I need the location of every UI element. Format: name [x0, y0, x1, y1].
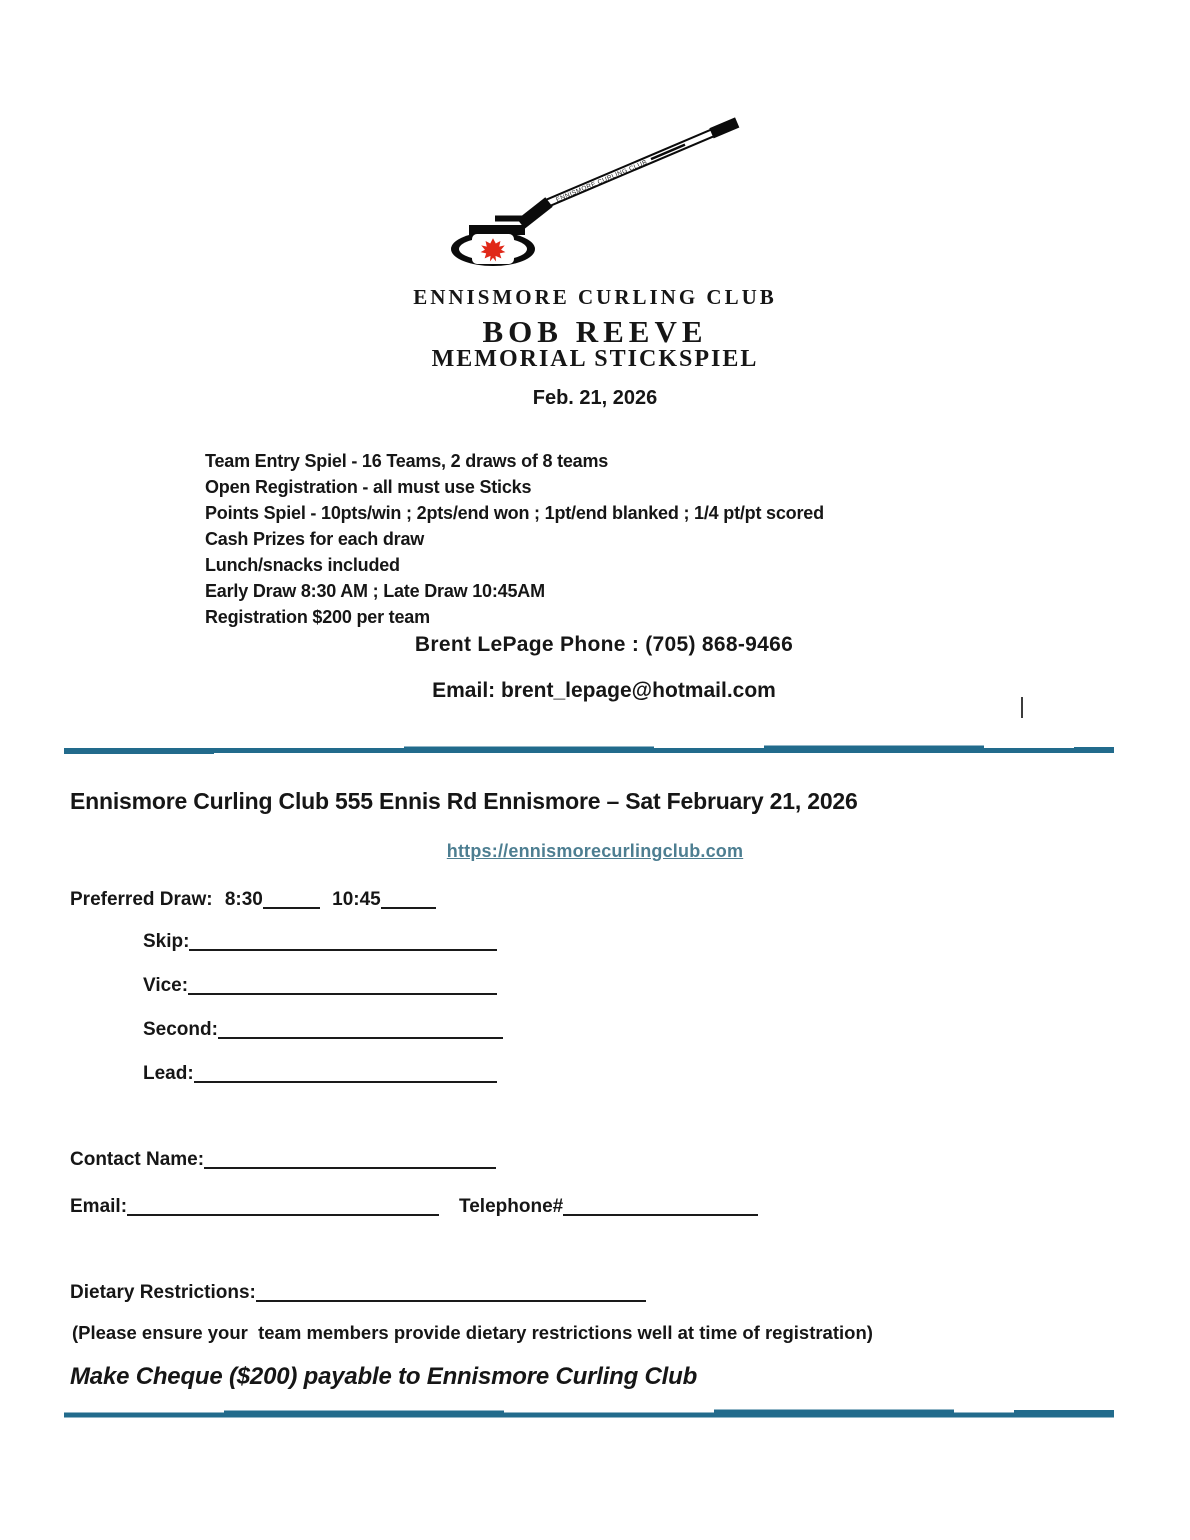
- cheque-note: Make Cheque ($200) payable to Ennismore Curling Club: [70, 1363, 698, 1390]
- roster-fields: [143, 931, 503, 1085]
- detail-line: Early Draw 8:30 AM ; Late Draw 10:45AM: [205, 581, 545, 601]
- email-blank-line[interactable]: [127, 1212, 439, 1216]
- contact-name-blank-line[interactable]: [204, 1165, 496, 1169]
- dietary-blank-line[interactable]: [256, 1298, 646, 1302]
- detail-line: Open Registration - all must use Sticks: [205, 477, 532, 497]
- dietary-row: [70, 1282, 646, 1304]
- dietary-note: (Please ensure your team members provide dietary restrictions well at time of registration): [72, 1322, 873, 1343]
- curling-stick-stone-icon: [445, 103, 755, 278]
- stick-grip: [712, 122, 738, 133]
- contact-phone-line: Brent LePage Phone : (705) 868-9466: [414, 633, 794, 656]
- divider-segment: [64, 1413, 1114, 1418]
- divider-segment: [64, 750, 214, 755]
- divider-top: [64, 745, 1114, 755]
- roster-row-second: [143, 1019, 503, 1041]
- contact-name-label: Contact Name:: [70, 1149, 205, 1170]
- detail-line: Cash Prizes for each draw: [205, 529, 425, 549]
- detail-line: Lunch/snacks included: [205, 555, 400, 575]
- website-link[interactable]: https://ennismorecurlingclub.com: [446, 841, 744, 861]
- stick-lower-segment: [521, 202, 549, 224]
- telephone-label: Telephone#: [459, 1196, 564, 1217]
- contact-email-line: Email: brent_lepage@hotmail.com: [432, 679, 776, 702]
- draw-830-blank-line[interactable]: [263, 905, 320, 909]
- divider-segment: [714, 1410, 954, 1415]
- roster-row-skip: [143, 931, 503, 953]
- email-label: Email:: [70, 1196, 128, 1217]
- venue-heading: Ennismore Curling Club 555 Ennis Rd Ennismore – Sat February 21, 2026: [70, 788, 858, 814]
- divider-segment: [764, 746, 984, 751]
- lead-blank-line[interactable]: [194, 1079, 497, 1083]
- email-telephone-row: [70, 1196, 758, 1218]
- event-subtitle: MEMORIAL STICKSPIEL: [431, 346, 759, 372]
- telephone-blank-line[interactable]: [563, 1212, 758, 1216]
- draw-time-1045: 10:45: [332, 889, 381, 910]
- detail-line: Points Spiel - 10pts/win ; 2pts/end won ; 1pt/end blanked ; 1/4 pt/pt scored: [205, 503, 824, 523]
- divider-segment: [224, 1411, 504, 1416]
- divider-segment: [404, 747, 654, 752]
- divider-segment: [1074, 747, 1114, 753]
- draw-1045-blank-line[interactable]: [381, 905, 436, 909]
- skip-blank-line[interactable]: [189, 947, 497, 951]
- text-cursor: [1021, 697, 1023, 718]
- lead-label: Lead:: [143, 1063, 194, 1084]
- divider-bottom: [64, 1409, 1114, 1419]
- stick-dash: [651, 145, 685, 160]
- vice-label: Vice:: [143, 975, 189, 996]
- roster-row-lead: [143, 1063, 503, 1085]
- vice-blank-line[interactable]: [188, 991, 497, 995]
- second-blank-line[interactable]: [218, 1035, 503, 1039]
- skip-label: Skip:: [143, 931, 190, 952]
- stick-text: ENNISMORE CURLING CLUB: [555, 158, 649, 204]
- club-logo: [445, 103, 755, 278]
- preferred-draw-row: [70, 889, 436, 911]
- preferred-draw-label: Preferred Draw:: [70, 889, 213, 910]
- event-details-list: [205, 448, 824, 630]
- roster-row-vice: [143, 975, 503, 997]
- club-name: ENNISMORE CURLING CLUB: [413, 285, 777, 309]
- contact-name-row: [70, 1149, 496, 1171]
- dietary-label: Dietary Restrictions:: [70, 1282, 256, 1303]
- event-date: Feb. 21, 2026: [532, 387, 658, 409]
- second-label: Second:: [143, 1019, 218, 1040]
- draw-time-830: 8:30: [224, 889, 263, 910]
- detail-line: Team Entry Spiel - 16 Teams, 2 draws of 8 teams: [205, 451, 609, 471]
- event-title: BOB REEVE: [482, 314, 708, 349]
- detail-line: Registration $200 per team: [205, 607, 430, 627]
- divider-segment: [1014, 1410, 1114, 1415]
